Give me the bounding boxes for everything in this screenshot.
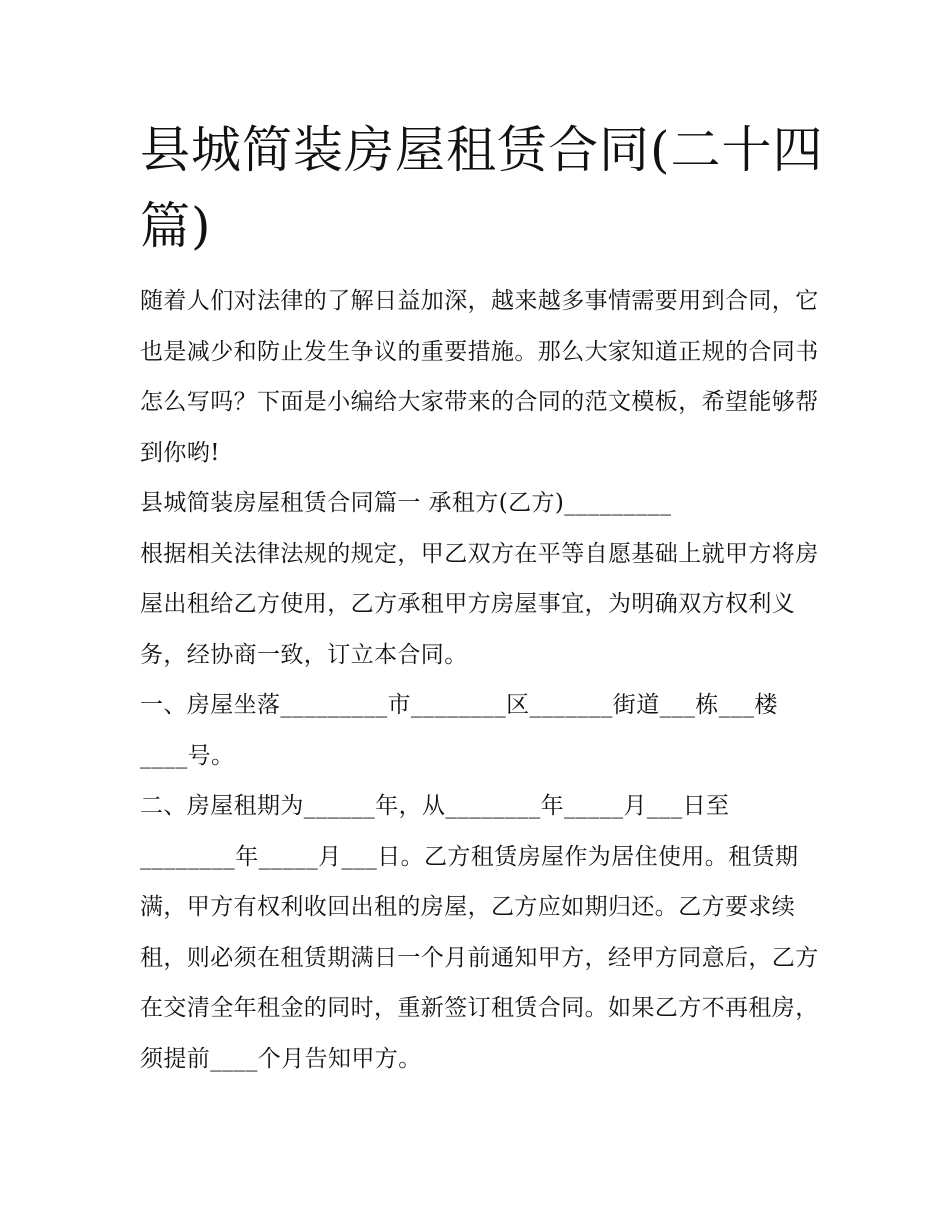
section-heading: 县城简装房屋租赁合同篇一 承租方(乙方)_________: [140, 490, 672, 516]
document-title: 县城简装房屋租赁合同(二十四篇): [140, 121, 824, 255]
clause-1-location: 一、房屋坐落_________市________区_______街道___栋___楼____号。: [140, 692, 778, 769]
preamble-paragraph: 根据相关法律法规的规定，甲乙双方在平等自愿基础上就甲方将房屋出租给乙方使用，乙方承租甲方房屋事宜，为明确双方权利义务，经协商一致，订立本合同。: [140, 540, 819, 668]
clause-2-lease-term: 二、房屋租期为______年，从________年_____月___日至________年_____月___日。乙方租赁房屋作为居住使用。租赁期满，甲方有权利收回出租的房屋，乙方应如期归还。乙方要求续租，则必须在租赁期满日一个月前通知甲方，经甲方同意后，乙方在交清全年租金的同时，重新签订租赁合同。如果乙方不再租房，须提前____个月告知甲方。: [140, 793, 819, 1072]
intro-paragraph: 随着人们对法律的了解日益加深，越来越多事情需要用到合同，它也是减少和防止发生争议的重要措施。那么大家知道正规的合同书怎么写吗？下面是小编给大家带来的合同的范文模板，希望能够帮到你哟!: [140, 288, 819, 466]
document-body: [140, 276, 820, 1084]
